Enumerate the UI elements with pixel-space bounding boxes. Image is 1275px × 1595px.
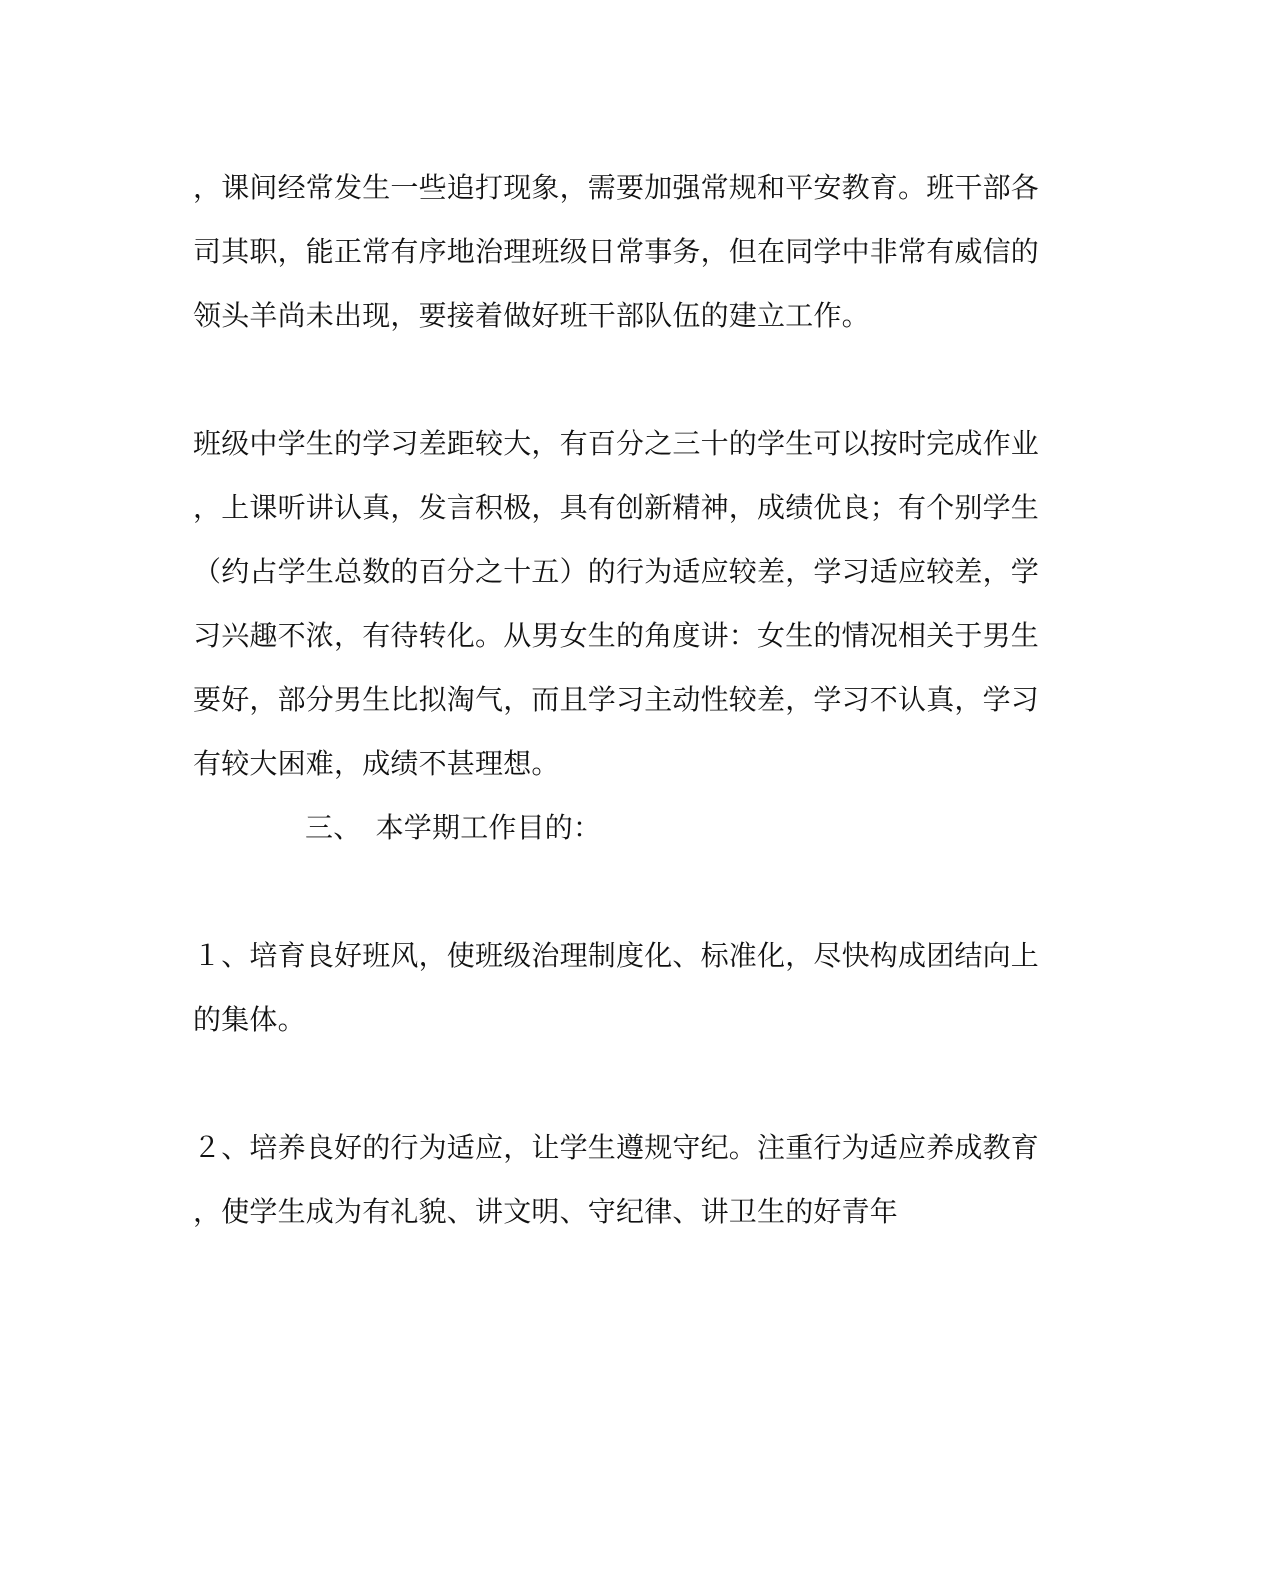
text-line: 有较大困难，成绩不甚理想。 [193, 747, 560, 780]
text-line: ２、培养良好的行为适应，让学生遵规守纪。注重行为适应养成教育 [193, 1131, 1040, 1164]
text-line: ，上课听讲认真，发言积极，具有创新精神，成绩优良；有个别学生 [193, 491, 1040, 524]
text-line: （约占学生总数的百分之十五）的行为适应较差，学习适应较差，学 [193, 555, 1040, 588]
text-line: 要好，部分男生比拟淘气，而且学习主动性较差，学习不认真，学习 [193, 683, 1040, 716]
section-heading: 三、 本学期工作目的： [305, 811, 602, 844]
text-line: ，使学生成为有礼貌、讲文明、守纪律、讲卫生的好青年 [193, 1195, 899, 1228]
text-line: 习兴趣不浓，有待转化。从男女生的角度讲：女生的情况相关于男生 [193, 619, 1040, 652]
text-line: ，课间经常发生一些追打现象，需要加强常规和平安教育。班干部各 [193, 171, 1040, 204]
text-line: 司其职，能正常有序地治理班级日常事务，但在同学中非常有威信的 [193, 235, 1040, 268]
text-line: 班级中学生的学习差距较大，有百分之三十的学生可以按时完成作业 [193, 427, 1040, 460]
text-line: １、培育良好班风，使班级治理制度化、标准化，尽快构成团结向上 [193, 939, 1040, 972]
text-line: 的集体。 [193, 1003, 306, 1036]
text-line: 领头羊尚未出现，要接着做好班干部队伍的建立工作。 [193, 299, 870, 332]
